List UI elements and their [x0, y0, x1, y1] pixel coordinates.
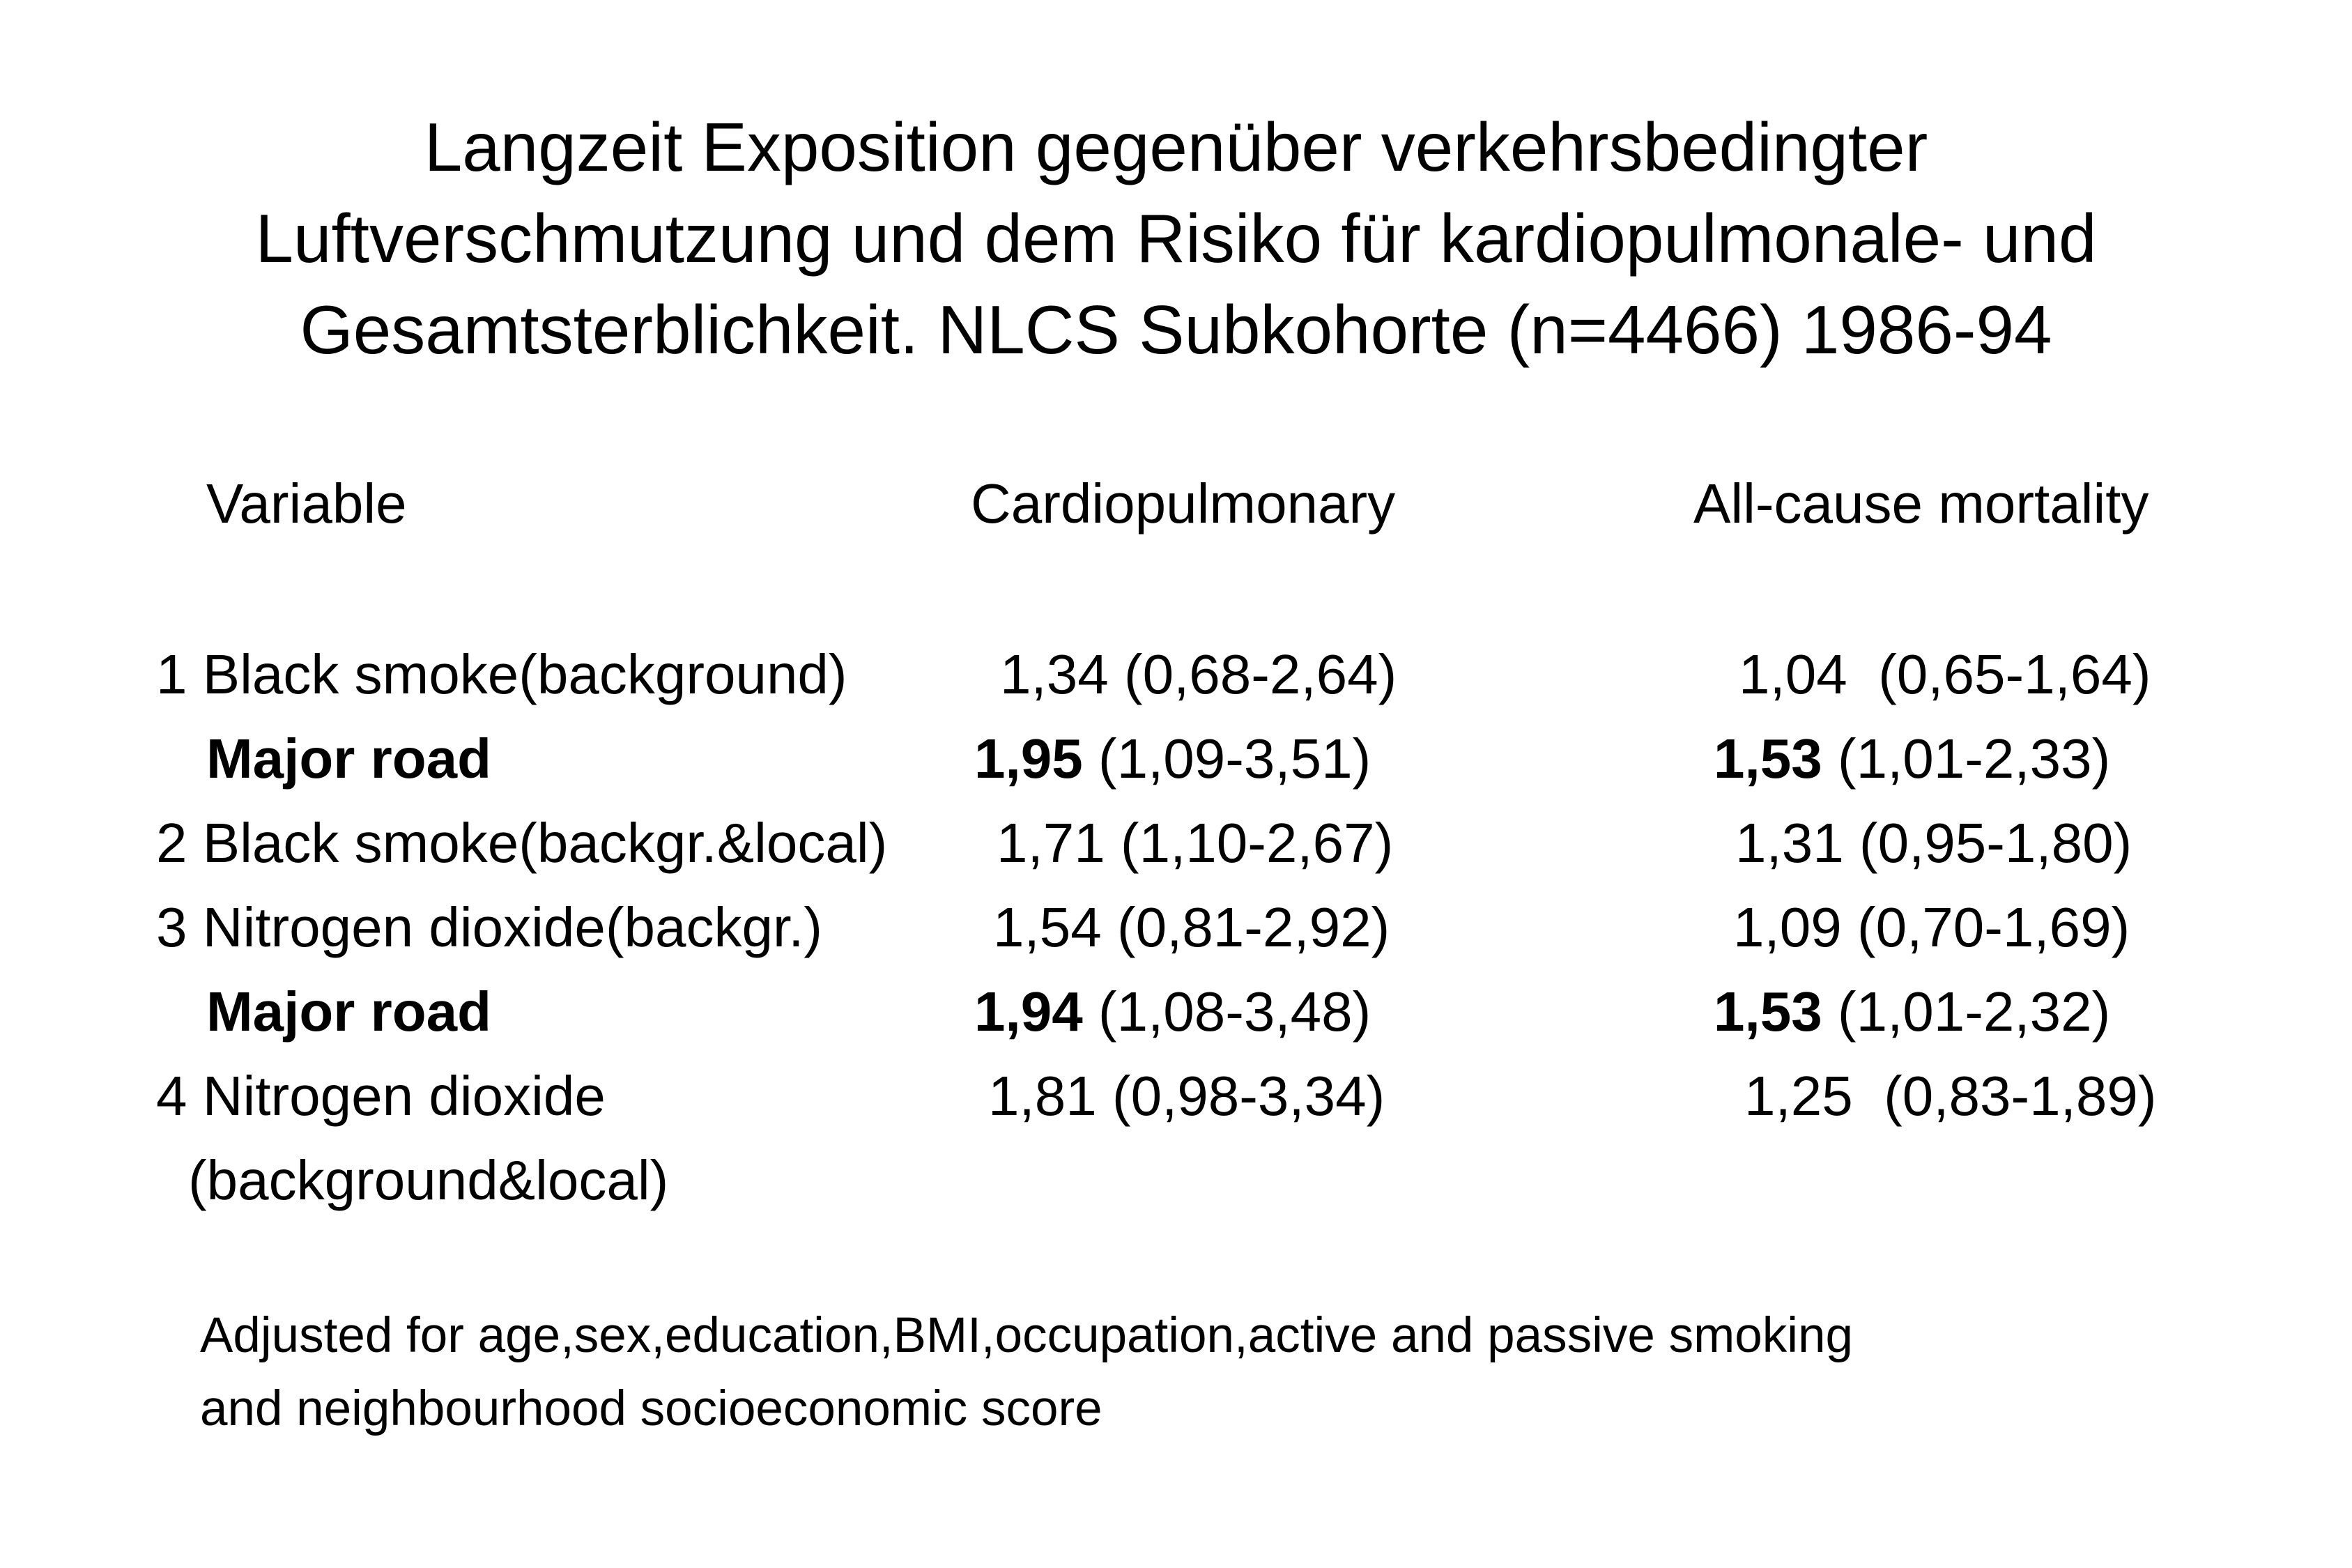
page-title [0, 102, 2352, 376]
row-5-allcause-ci: (1,01-2,32) [1822, 981, 2111, 1043]
row-2-allcause [1714, 725, 2110, 792]
row-5-allcause [1714, 978, 2110, 1045]
row-1-cardio: 1,34 (0,68-2,64) [1000, 643, 1397, 705]
row-2-allcause-ci: (1,01-2,33) [1822, 728, 2111, 790]
header-all-cause-mortality: All-cause mortality [1693, 472, 2149, 535]
row-3-cardio: 1,71 (1,10-2,67) [997, 812, 1394, 874]
header-cardiopulmonary: Cardiopulmonary [971, 472, 1396, 535]
title-line-2: Luftverschmutzung und dem Risiko für kardiopulmonale- und [255, 200, 2097, 277]
row-2-label: Major road [206, 728, 491, 790]
row-4-label: 3 Nitrogen dioxide(backgr.) [156, 896, 823, 958]
row-3-allcause: 1,31 (0,95-1,80) [1735, 812, 2132, 874]
header-variable: Variable [206, 472, 407, 535]
row-2-cardio-estimate: 1,95 [974, 728, 1083, 790]
title-line-3: Gesamtsterblichkeit. NLCS Subkohorte (n=4466) 1986-94 [300, 291, 2052, 368]
row-4-allcause: 1,09 (0,70-1,69) [1733, 896, 2130, 958]
row-5-cardio [974, 978, 1371, 1045]
row-6-cardio: 1,81 (0,98-3,34) [988, 1065, 1385, 1127]
row-5-allcause-estimate: 1,53 [1714, 981, 1822, 1043]
row-2-allcause-estimate: 1,53 [1714, 728, 1822, 790]
footnote-line-1: Adjusted for age,sex,education,BMI,occupation,active and passive smoking [200, 1308, 1853, 1363]
row-5-cardio-ci: (1,08-3,48) [1082, 981, 1371, 1043]
row-5-label: Major road [206, 981, 491, 1043]
row-4-cardio: 1,54 (0,81-2,92) [993, 896, 1390, 958]
row-2-cardio [974, 725, 1371, 792]
row-1-allcause: 1,04 (0,65-1,64) [1739, 643, 2151, 705]
row-6-label-continuation: (background&local) [188, 1149, 669, 1211]
row-1-label: 1 Black smoke(background) [156, 643, 847, 705]
row-2-cardio-ci: (1,09-3,51) [1082, 728, 1371, 790]
row-6-allcause: 1,25 (0,83-1,89) [1744, 1065, 2157, 1127]
row-5-cardio-estimate: 1,94 [974, 981, 1083, 1043]
footnote-line-2: and neighbourhood socioeconomic score [200, 1381, 1102, 1436]
title-line-1: Langzeit Exposition gegenüber verkehrsbedingter [424, 109, 1928, 185]
row-6-label: 4 Nitrogen dioxide [156, 1065, 606, 1127]
row-3-label: 2 Black smoke(backgr.&local) [156, 812, 888, 874]
